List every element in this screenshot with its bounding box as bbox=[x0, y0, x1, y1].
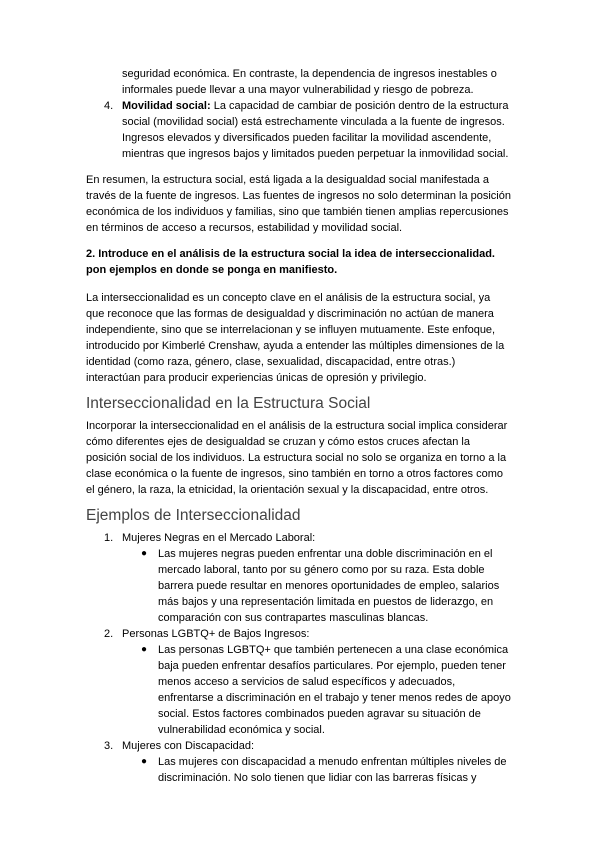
bullet-line: Las personas LGBTQ+ que también pertenecen a una clase económica bbox=[158, 644, 509, 656]
paragraph-line: posición social de los individuos. La estructura social no solo se organiza en torno a la bbox=[86, 452, 507, 464]
bullet-line: menos acceso a servicios de salud específicos y adecuados, bbox=[158, 676, 456, 688]
bullet-line: discriminación. No solo tienen que lidiar con las barreras físicas y bbox=[158, 772, 477, 784]
list-item-text: La capacidad de cambiar de posición dentro de la estructura bbox=[210, 100, 509, 112]
bullet-line: baja pueden enfrentar desafíos particulares. Por ejemplo, pueden tener bbox=[158, 660, 506, 672]
bullet-icon: ● bbox=[141, 756, 148, 767]
bullet-line: vulnerabilidad económica y social. bbox=[158, 724, 325, 736]
paragraph-line: través de la fuente de ingresos. Las fuentes de ingresos no solo determinan la posición bbox=[86, 190, 511, 202]
bullet-line: Las mujeres negras pueden enfrentar una doble discriminación en el bbox=[158, 548, 493, 560]
paragraph-line: cómo diferentes ejes de desigualdad se cruzan y cómo estos cruces afectan la bbox=[86, 436, 470, 448]
paragraph-line: introducido por Kimberlé Crenshaw, ayuda a entender las múltiples dimensiones de la bbox=[86, 340, 505, 352]
list-item-title: Mujeres Negras en el Mercado Laboral: bbox=[122, 532, 316, 544]
paragraph-line: informales puede llevar a una mayor vulnerabilidad y riesgo de pobreza. bbox=[122, 84, 474, 96]
question-heading: 2. Introduce en el análisis de la estructura social la idea de interseccionalidad. bbox=[86, 248, 495, 260]
bullet-line: mercado laboral, tanto por su género como por su raza. Esta doble bbox=[158, 564, 485, 576]
paragraph-line: que reconoce que las formas de desigualdad y discriminación no actúan de manera bbox=[86, 308, 494, 320]
bullet-line: barrera puede resultar en menores oportunidades de empleo, salarios bbox=[158, 580, 500, 592]
paragraph-line: el género, la raza, la etnicidad, la orientación sexual y la discapacidad, entre otros. bbox=[86, 484, 489, 496]
list-item-first-line bbox=[122, 98, 508, 114]
paragraph-line: económica de los individuos y familias, sino que también tienen amplias repercusiones bbox=[86, 206, 509, 218]
paragraph-line: en términos de acceso a recursos, estabilidad y movilidad social. bbox=[86, 222, 403, 234]
paragraph-line: mientras que ingresos bajos y limitados pueden perpetuar la inmovilidad social. bbox=[122, 148, 509, 160]
paragraph-line: En resumen, la estructura social, está ligada a la desigualdad social manifestada a bbox=[86, 174, 489, 186]
bullet-icon: ● bbox=[141, 548, 148, 559]
paragraph-line: independiente, sino que se interrelacionan y se influyen mutuamente. Este enfoque, bbox=[86, 324, 496, 336]
bullet-line: más bajos y una representación limitada en puestos de liderazgo, en bbox=[158, 596, 494, 608]
paragraph-line: clase económica o la fuente de ingresos, sino también en torno a otros factores como bbox=[86, 468, 504, 480]
list-number: 2. bbox=[104, 628, 114, 640]
section-heading: Ejemplos de Interseccionalidad bbox=[86, 507, 301, 524]
bullet-line: enfrentarse a discriminación en el trabajo y tener menos redes de apoyo bbox=[158, 692, 511, 704]
paragraph-line: Incorporar la interseccionalidad en el análisis de la estructura social implica considerar bbox=[86, 420, 508, 432]
paragraph-line: Ingresos elevados y diversificados pueden facilitar la movilidad ascendente, bbox=[122, 132, 492, 144]
paragraph-line: social (movilidad social) está estrechamente vinculada a la fuente de ingresos. bbox=[122, 116, 505, 128]
list-item-term: Movilidad social: bbox=[122, 100, 211, 112]
bullet-line: social. Estos factores combinados pueden agravar su situación de bbox=[158, 708, 481, 720]
paragraph-line: interactúan para producir experiencias únicas de opresión y privilegio. bbox=[86, 372, 427, 384]
list-number: 1. bbox=[104, 532, 114, 544]
list-number: 4. bbox=[104, 100, 114, 112]
question-heading: pon ejemplos en donde se ponga en manifiesto. bbox=[86, 264, 338, 276]
paragraph-line: identidad (como raza, género, clase, sexualidad, discapacidad, entre otras.) bbox=[86, 356, 456, 368]
paragraph-line: La interseccionalidad es un concepto clave en el análisis de la estructura social, ya bbox=[86, 292, 491, 304]
list-number: 3. bbox=[104, 740, 114, 752]
bullet-line: comparación con sus contrapartes masculinas blancas. bbox=[158, 612, 429, 624]
list-item-title: Mujeres con Discapacidad: bbox=[122, 740, 255, 752]
bullet-icon: ● bbox=[141, 644, 148, 655]
paragraph-line: seguridad económica. En contraste, la dependencia de ingresos inestables o bbox=[122, 68, 497, 80]
bullet-line: Las mujeres con discapacidad a menudo enfrentan múltiples niveles de bbox=[158, 756, 507, 768]
list-item-title: Personas LGBTQ+ de Bajos Ingresos: bbox=[122, 628, 310, 640]
section-heading: Interseccionalidad en la Estructura Social bbox=[86, 395, 371, 412]
